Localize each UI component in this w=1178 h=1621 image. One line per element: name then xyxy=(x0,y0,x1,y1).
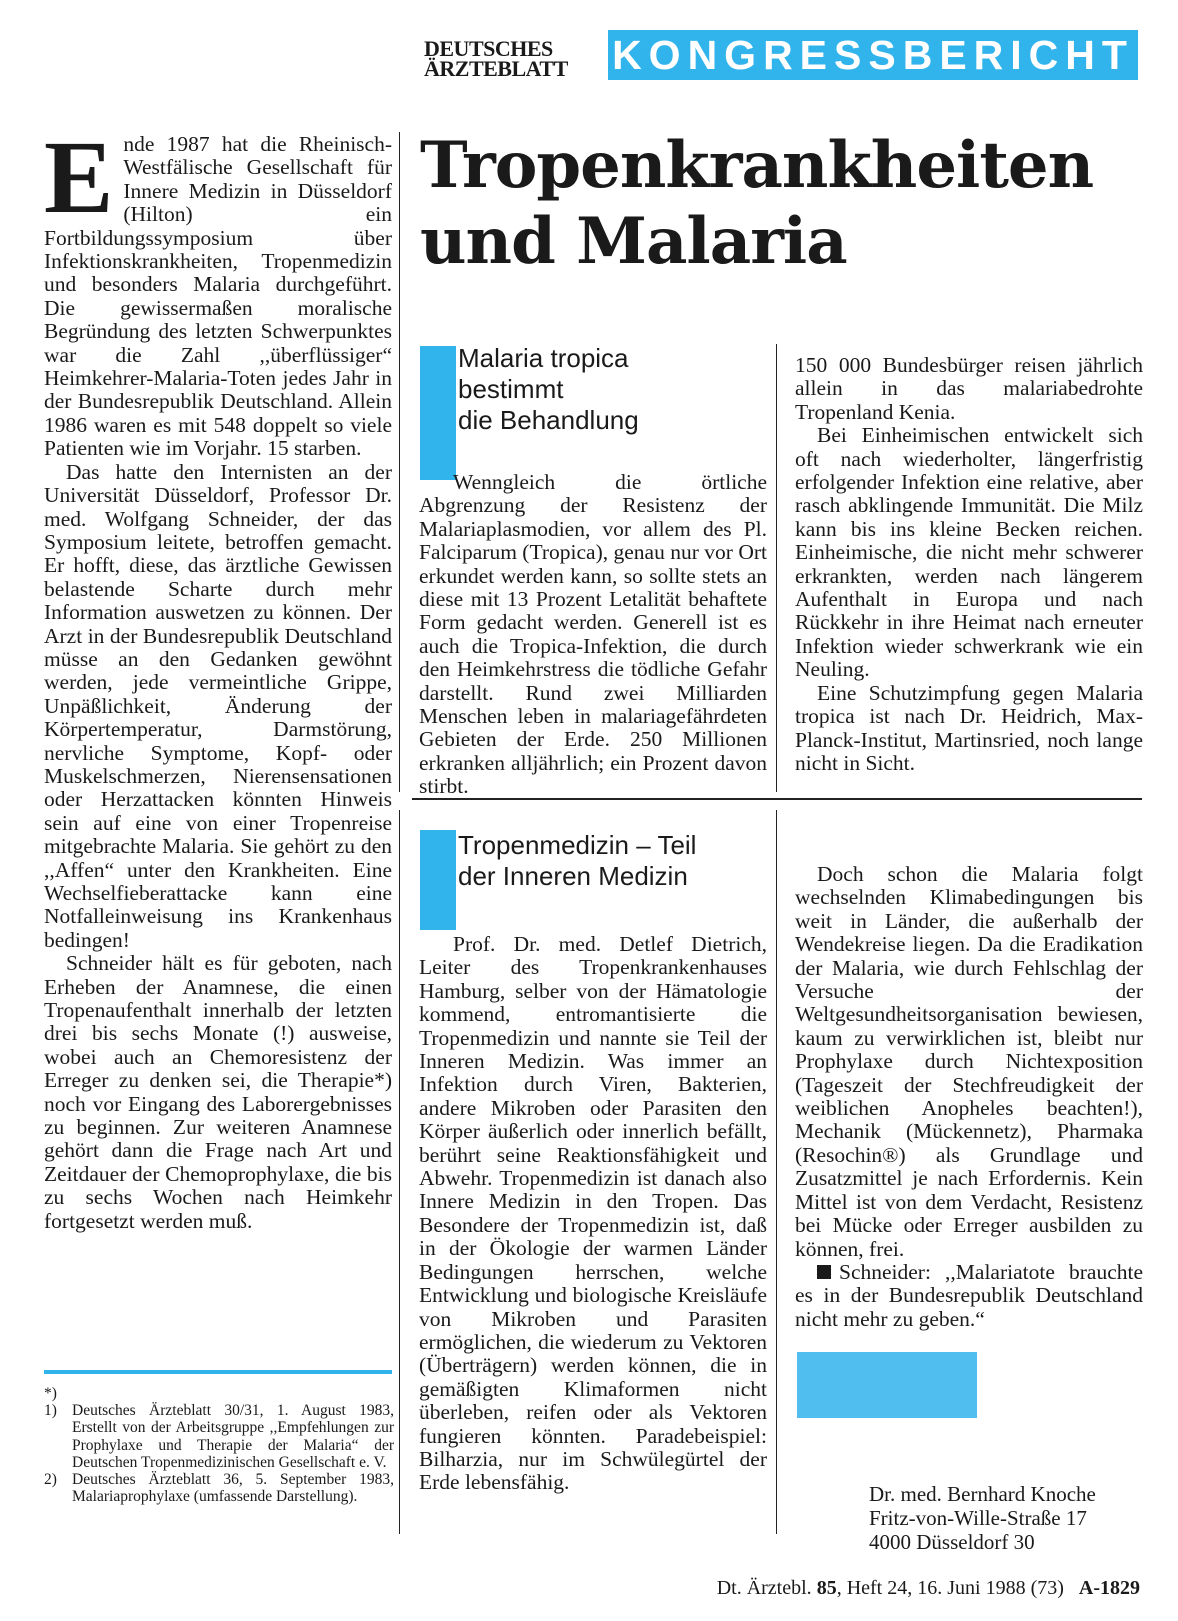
drop-cap: E xyxy=(44,120,114,235)
footnote-1-number: 1) xyxy=(44,1402,57,1420)
article-title xyxy=(420,128,1140,280)
footnote-1-text: Deutsches Ärzteblatt 30/31, 1. August 1983, Erstellt von der Arbeitsgruppe ,,Empfehlungen zur Prophylaxe und Therapie der Malaria“ der Deutschen Tropenmedizinischen Gesellschaft e. V. xyxy=(72,1402,394,1471)
intro-text: nde 1987 hat die Rheinisch-Westfälische Gesellschaft für Innere Medizin in Düsseldorf (Hilton) ein Fortbildungssymposium über Infektionskrankheiten, Tropenmedizin und besonders Malaria durchgeführt. Die gewissermaßen moralische Begründung des letzten Schwerpunktes war die Zahl ,,überflüssiger“ Heimkehrer-Malaria-Toten jedes Jahr in der Bundesrepublik Deutschland. Allein 1986 waren es mit 548 doppelt so viele Patienten wie im Vorjahr. 15 starben. xyxy=(44,132,392,461)
section-2-heading xyxy=(458,830,768,892)
footnote-2-number: 2) xyxy=(44,1471,57,1489)
section-1-heading-line-3: die Behandlung xyxy=(458,405,639,435)
paragraph-resistenz: Wenngleich die örtliche Abgrenzung der Resistenz der Malariaplasmodien, vor allem des Pl. Falciparum (Tropica), genau nur vor Ort erkundet werden kann, so sollte stets an diese mit 13 Prozent Letalität behaftete Form gedacht werden. Generell ist es auch die Tropica-Infektion, die durch den Heimkehrstress die tödliche Gefahr darstellt. Rund zwei Milliarden Menschen leben in malariagefährdeten Gebieten der Erde. 250 Millionen erkranken alljährlich; ein Prozent davon stirbt. xyxy=(419,470,767,799)
paragraph-immunitaet: Bei Einheimischen entwickelt sich oft nach wiederholter, längerfristig erfolgender Infektion eine relative, aber rasch abklingende Immunität. Die Milz kann bis ins kleine Becken reichen. Einheimische, die nicht mehr schwerer erkrankten, werden nach längerem Aufenthalt in Europa und nach Rückkehr in ihre Heimat nach erneuter Infektion wieder schwerkrank wie ein Neuling. xyxy=(795,423,1143,682)
footer-citation-prefix: Dt. Ärztebl. xyxy=(716,1577,812,1599)
rubric-banner: KONGRESSBERICHT xyxy=(608,30,1138,80)
footer-page-number: A-1829 xyxy=(1078,1577,1140,1599)
title-line-1: Tropenkrankheiten xyxy=(420,128,1094,203)
paragraph-quote xyxy=(795,1261,1143,1331)
column-rule-right-top xyxy=(776,344,777,792)
author-address xyxy=(869,1482,1149,1554)
intro-paragraph xyxy=(44,120,392,461)
section-2-accent-bar xyxy=(420,830,456,930)
footer-volume: 85 xyxy=(816,1577,837,1599)
column-1 xyxy=(44,120,392,1233)
brand-line-2: ÄRZTEBLATT xyxy=(424,56,568,81)
paragraph-schutzimpfung: Eine Schutzimpfung gegen Malaria tropica ist nach Dr. Heidrich, Max-Planck-Institut, Martinsried, noch lange nicht in Sicht. xyxy=(795,680,1143,775)
column-rule-right-bottom xyxy=(776,810,777,1534)
author-street: Fritz-von-Wille-Straße 17 xyxy=(869,1506,1087,1530)
footnote-2 xyxy=(44,1471,394,1505)
column-3-bottom xyxy=(795,863,1143,1331)
end-mark-icon xyxy=(817,1265,831,1279)
author-name: Dr. med. Bernhard Knoche xyxy=(869,1482,1096,1506)
footnote-marker: *) xyxy=(44,1385,57,1402)
paragraph-therapie: Schneider hält es für geboten, nach Erheben der Anamnese, die einen Tropenaufenthalt innerhalb der letzten drei bis sechs Monate (!) ausweise, wobei auch an Chemoresistenz der Erreger zu denken sei, die Therapie*) noch vor Eingang des Laborergebnisses zu beginnen. Zur weiteren Anamnese gehört dann die Frage nach Art und Zeitdauer der Chemoprophylaxe, die bis zu sechs Wochen nach Heimkehr fortgesetzt werden muß. xyxy=(44,951,392,1233)
brand-logo xyxy=(424,36,586,81)
paragraph-schneider: Das hatte den Internisten an der Universität Düsseldorf, Professor Dr. med. Wolfgang Schneider, der das Symposium leitete, betroffen gemacht. Er hofft, diese, das ärztliche Gewissen belastende Scharte durch mehr Information auswetzen zu können. Der Arzt in der Bundesrepublik Deutschland müsse an den Gedanken gewöhnt werden, jede vermeintliche Grippe, Unpäßlichkeit, Änderung der Körpertemperatur, Darmstörung, nervliche Symptome, Kopf- oder Muskelschmerzen, Nierensensationen oder Herzattacken könnten Hinweis sein auf eine von einer Tropenreise mitgebrachte Malaria. Sie gehört zu den ,,Affen“ unter den Krankheiten. Eine Wechselfieberattacke kann eine Notfalleinweisung ins Krankenhaus bedingen! xyxy=(44,459,392,952)
section-1-heading xyxy=(458,343,768,436)
column-rule-left-top xyxy=(399,132,400,792)
author-city: 4000 Düsseldorf 30 xyxy=(869,1530,1035,1554)
blue-overlay-box xyxy=(797,1352,977,1418)
page-footer xyxy=(640,1577,1140,1600)
paragraph-kenia: 150 000 Bundesbürger reisen jährlich allein in das malariabedrohte Tropenland Kenia. xyxy=(795,353,1143,424)
brand-line-1: DEUTSCHES xyxy=(424,36,553,61)
footnote-1 xyxy=(44,1402,394,1471)
paragraph-klima: Doch schon die Malaria folgt wechselnden Klimabedingungen bis weit in Länder, die außerhalb der Wendekreise liegen. Da die Eradikation der Malaria, wie durch Fehlschlag der Versuche der Weltgesundheitsorganisation bewiesen, kaum zu verwirklichen ist, bleibt nur Prophylaxe durch Nichtexposition (Tageszeit der Stechfreudigkeit der weiblichen Anopheles beachten!), Mechanik (Mückennetz), Pharmaka (Resochin®) als Grundlage und Zusatzmittel je nach Erfordernis. Kein Mittel ist von dem Verdacht, Resistenz bei Mücke oder Erreger ausbilden zu können, frei. xyxy=(795,862,1143,1261)
column-3-top xyxy=(795,354,1143,775)
footer-citation-rest: , Heft 24, 16. Juni 1988 (73) xyxy=(836,1577,1064,1599)
footnote-2-text: Deutsches Ärzteblatt 36, 5. September 1983, Malariaprophylaxe (umfassende Darstellung). xyxy=(72,1471,394,1506)
column-2-bottom xyxy=(419,933,767,1495)
quote-text: Schneider: ,,Malariatote brauchte es in der Bundesrepublik Deutschland nicht mehr zu geben.“ xyxy=(795,1259,1143,1331)
title-line-2: und Malaria xyxy=(420,204,847,279)
footnote-rule xyxy=(44,1370,392,1374)
section-1-heading-line-1: Malaria tropica xyxy=(458,343,629,373)
section-2-heading-line-1: Tropenmedizin – Teil xyxy=(458,830,697,860)
section-1-heading-line-2: bestimmt xyxy=(458,374,564,404)
column-rule-left-bottom xyxy=(399,810,400,1534)
footnotes xyxy=(44,1385,394,1505)
section-2-heading-line-2: der Inneren Medizin xyxy=(458,861,688,891)
paragraph-dietrich: Prof. Dr. med. Detlef Dietrich, Leiter des Tropenkrankenhauses Hamburg, selber von der Hämatologie kommend, entromantisierte die Tropenmedizin und nannte sie Teil der Inneren Medizin. Was immer an Infektion durch Viren, Bakterien, andere Mikroben oder Parasiten den Körper äußerlich oder innerlich befällt, berührt seine Reaktionsfähigkeit und Abwehr. Tropenmedizin ist danach also Innere Medizin in den Tropen. Das Besondere der Tropenmedizin ist, daß in der Ökologie der warmen Länder Bedingungen herrschen, welche Entwicklung und biologische Kreisläufe von Mikroben und Parasiten ermöglichen, die wiederum zu Vektoren (Überträgern) werden können, die in gemäßigten Klimaformen nicht überleben, reifen oder als Vektoren fungieren könnten. Paradebeispiel: Bilharzia, nur im Schwülegürtel der Erde lebensfähig. xyxy=(419,932,767,1495)
column-2-top xyxy=(419,471,767,799)
section-1-accent-bar xyxy=(420,346,456,480)
